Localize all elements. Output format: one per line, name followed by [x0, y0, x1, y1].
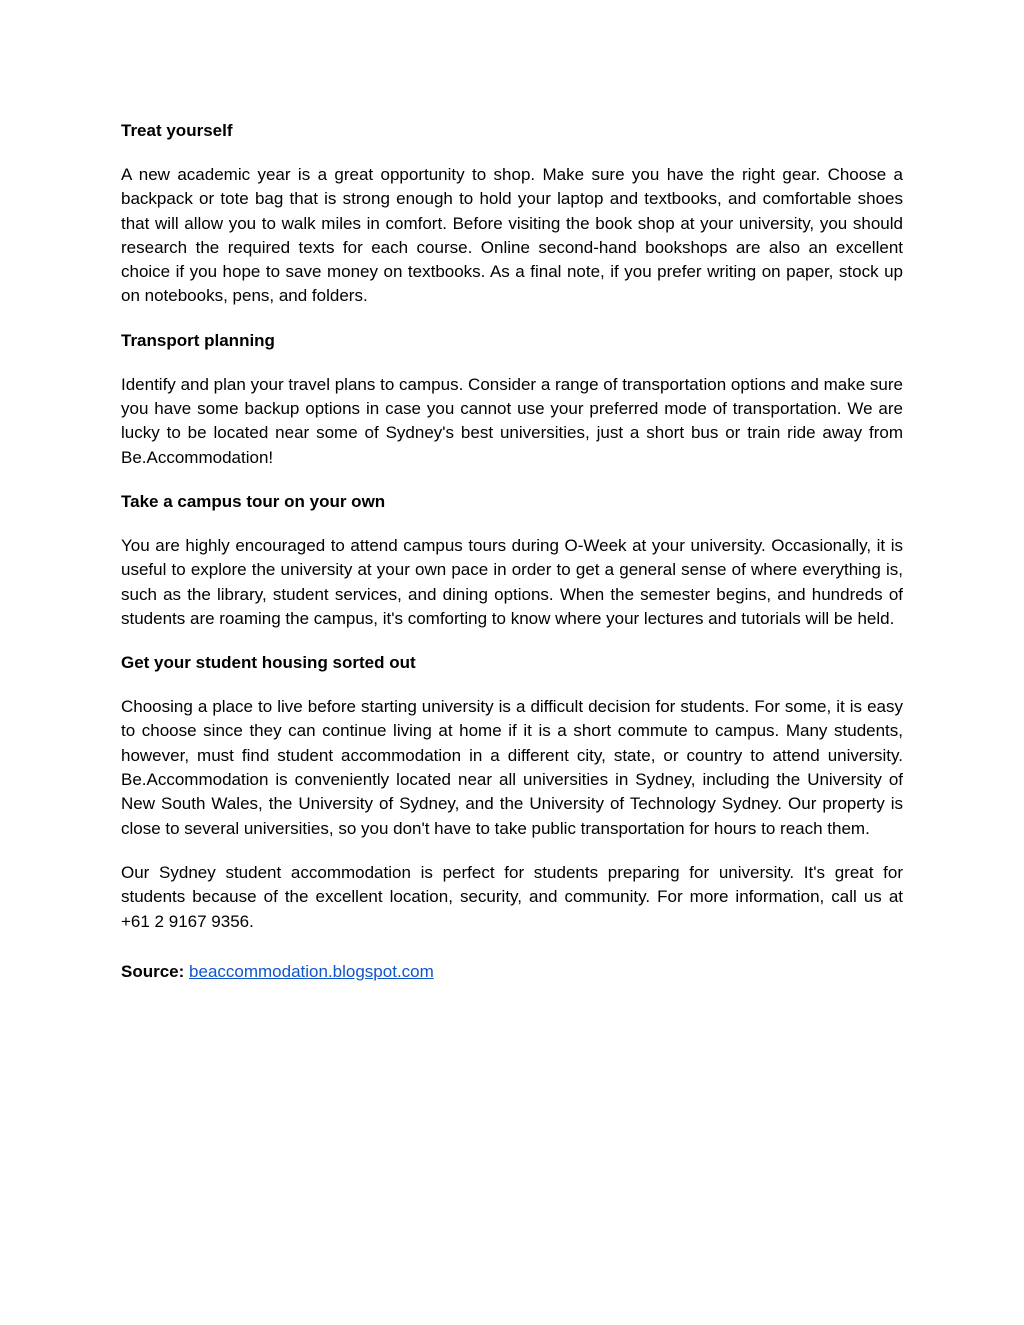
section-paragraph: You are highly encouraged to attend campus tours during O-Week at your university. Occasionally, it is useful to explore the university at your own pace in order to get a general sense of where everything is, such as the library, student services, and dining options. When the semester begins, and hundreds of students are roaming the campus, it's comforting to know where your lectures and tutorials will be held.	[121, 535, 903, 628]
section-paragraph: Our Sydney student accommodation is perfect for students preparing for university. It's great for students because of the excellent location, security, and community. For more information, call us at +61 2 9167 9356.	[121, 862, 903, 931]
section-heading-transport-planning: Transport planning	[121, 330, 275, 350]
section-paragraph: A new academic year is a great opportunity to shop. Make sure you have the right gear. Choose a backpack or tote bag that is strong enough to hold your laptop and textbooks, and comfortable shoes that will allow you to walk miles in comfort. Before visiting the book shop at your university, you should research the required texts for each course. Online second-hand bookshops are also an excellent choice if you hope to save money on textbooks. As a final note, if you prefer writing on paper, stock up on notebooks, pens, and folders.	[121, 165, 903, 306]
source-line	[121, 960, 903, 984]
section-heading-student-housing: Get your student housing sorted out	[121, 653, 416, 673]
section-paragraph: Choosing a place to live before starting university is a difficult decision for students. For some, it is easy to choose since they can continue living at home if it is a short commute to campus. Many students, however, must find student accommodation in a different city, state, or country to attend university. Be.Accommodation is conveniently located near all universities in Sydney, including the University of New South Wales, the University of Sydney, and the University of Technology Sydney. Our property is close to several universities, so you don't have to take public transportation for hours to reach them.	[121, 697, 903, 838]
section-paragraph: Identify and plan your travel plans to campus. Consider a range of transportation options and make sure you have some backup options in case you cannot use your preferred mode of transportation. We are lucky to be located near some of Sydney's best universities, just a short bus or train ride away from Be.Accommodation!	[121, 374, 903, 467]
section-heading-campus-tour: Take a campus tour on your own	[121, 491, 386, 511]
document-page	[121, 119, 903, 984]
section-heading-treat-yourself: Treat yourself	[121, 121, 233, 140]
source-link[interactable]: beaccommodation.blogspot.com	[189, 961, 434, 981]
source-label: Source:	[121, 961, 185, 981]
